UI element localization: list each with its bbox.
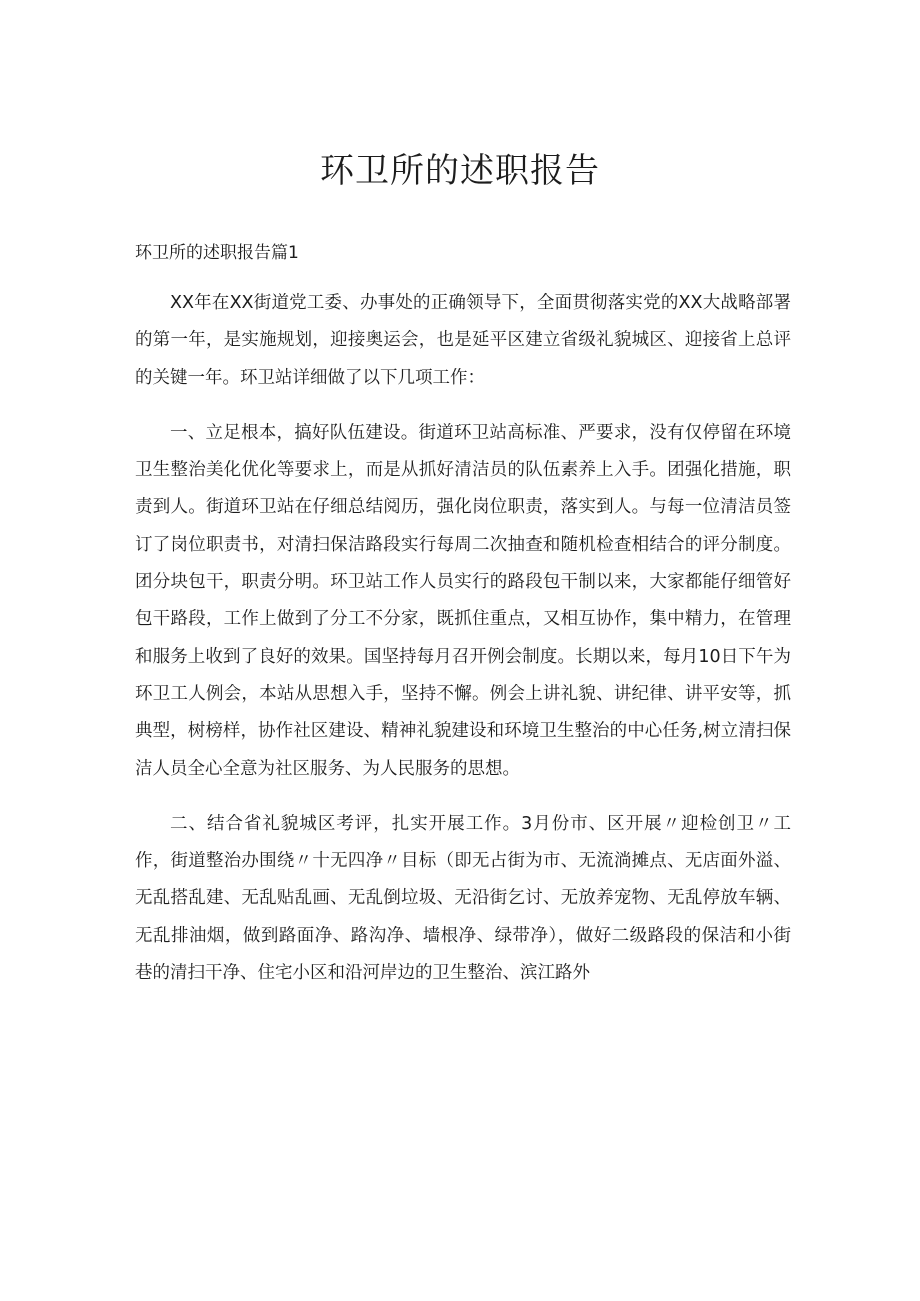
paragraph-city-evaluation: 二、结合省礼貌城区考评，扎实开展工作。3月份市、区开展〃迎检创卫〃工作，街道整治办围绕〃十无四净〃目标（即无占街为市、无流淌摊点、无店面外溢、无乱搭乱建、无乱贴乱画、无乱倒垃圾、无沿街乞讨、无放养宠物、无乱停放车辆、无乱排油烟，做到路面净、路沟净、墙根净、绿带净），做好二级路段的保洁和小街巷的清扫干净、住宅小区和沿河岸边的卫生整治、滨江路外 <box>135 813 791 984</box>
paragraph-intro: XX年在XX街道党工委、办事处的正确领导下，全面贯彻落实党的XX大战略部署的第一年，是实施规划，迎接奥运会，也是延平区建立省级礼貌城区、迎接省上总评的关键一年。环卫站详细做了以下几项工作： <box>135 293 791 388</box>
section-heading: 环卫所的述职报告篇1 <box>135 243 299 263</box>
paragraph-team-building: 一、立足根本，搞好队伍建设。街道环卫站高标准、严要求，没有仅停留在环境卫生整治美化优化等要求上，而是从抓好清洁员的队伍素养上入手。团强化措施，职责到人。街道环卫站在仔细总结阅历，强化岗位职责，落实到人。与每一位清洁员签订了岗位职责书，对清扫保洁路段实行每周二次抽查和随机检查相结合的评分制度。团分块包干，职责分明。环卫站工作人员实行的路段包干制以来，大家都能仔细管好包干路段，工作上做到了分工不分家，既抓住重点，又相互协作，集中精力，在管理和服务上收到了良好的效果。国坚持每月召开例会制度。长期以来，每月10日下午为环卫工人例会，本站从思想入手，坚持不懈。例会上讲礼貌、讲纪律、讲平安等，抓典型，树榜样，协作社区建设、精神礼貌建设和环境卫生整治的中心任务,树立清扫保洁人员全心全意为社区服务、为人民服务的思想。 <box>135 422 791 779</box>
page-title: 环卫所的述职报告 <box>320 151 600 191</box>
document-body <box>135 285 791 1010</box>
